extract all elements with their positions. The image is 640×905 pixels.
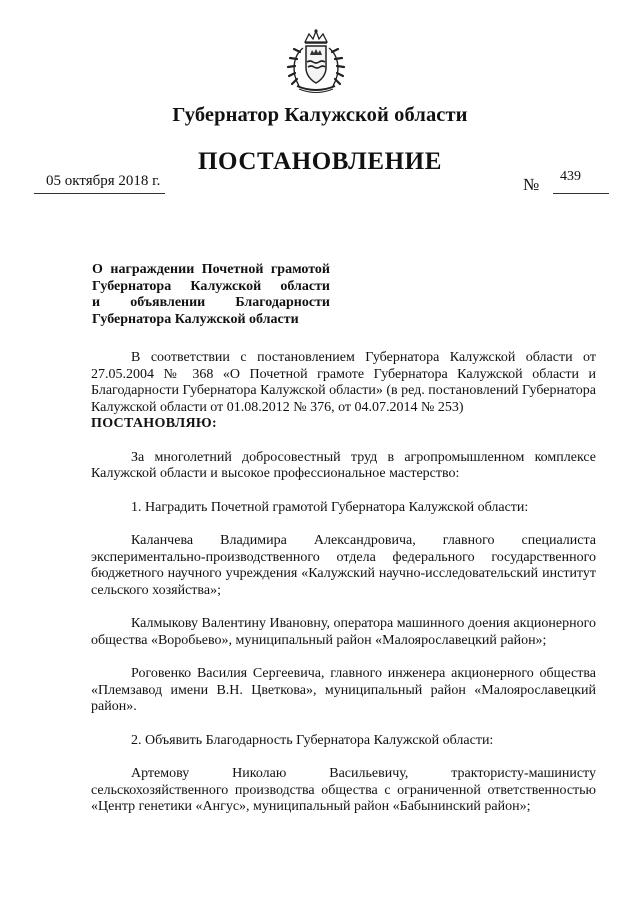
document-date: 05 октября 2018 г. — [46, 173, 161, 189]
award-item: Калмыкову Валентину Ивановну, оператора машинного доения акционерного общества «Воробьево», муниципальный район «Малоярославецкий район»; — [91, 616, 596, 648]
subject-line: и объявлении Благодарности — [92, 295, 330, 310]
subject-line: Губернатора Калужской области — [92, 278, 330, 294]
section-1-heading: 1. Наградить Почетной грамотой Губернатора Калужской области: — [131, 499, 529, 515]
reason-paragraph: За многолетний добросовестный труд в агропромышленном комплексе Калужской области и высокое профессиональное мастерство: — [91, 449, 596, 481]
section-2-heading: 2. Объявить Благодарность Губернатора Калужской области: — [131, 732, 494, 748]
document-type-heading: ПОСТАНОВЛЕНИЕ — [197, 148, 443, 175]
coat-of-arms-emblem — [285, 28, 347, 96]
number-underline — [553, 193, 609, 194]
governor-title: Губернатор Калужской области — [172, 104, 468, 126]
number-sign: № — [523, 175, 540, 194]
document-body — [91, 350, 596, 816]
award-item: Роговенко Василия Сергеевича, главного инженера акционерного общества «Племзавод имени В.Н. Цветкова», муниципальный район «Малоярославецкий район». — [91, 666, 596, 714]
subject-line: О награждении Почетной грамотой — [92, 262, 330, 277]
award-item: Каланчева Владимира Александровича, главного специалиста экспериментально-производственного отдела федерального государственного бюджетного научного учреждения «Калужский научно-исследовательский институт сельского хозяйства»; — [91, 533, 596, 598]
document-number: 439 — [560, 169, 581, 184]
decree-word: ПОСТАНОВЛЯЮ: — [91, 416, 217, 431]
gratitude-item: Артемову Николаю Васильевичу, трактористу-машинисту сельскохозяйственного производства общества с ограниченной ответственностью «Центр генетики «Ангус», муниципальный район «Бабынинский район»; — [91, 766, 596, 814]
date-underline — [34, 193, 165, 194]
subject-line: Губернатора Калужской области — [92, 311, 299, 327]
document-subject — [92, 262, 330, 328]
preamble-paragraph: В соответствии с постановлением Губернатора Калужской области от 27.05.2004 № 368 «О Почетной грамоте Губернатора Калужской области и Благодарности Губернатора Калужской области» (в ред. постановлений Губернатора Калужской области от 01.08.2012 № 376, от 04.07.2014 № 253) — [91, 350, 596, 415]
